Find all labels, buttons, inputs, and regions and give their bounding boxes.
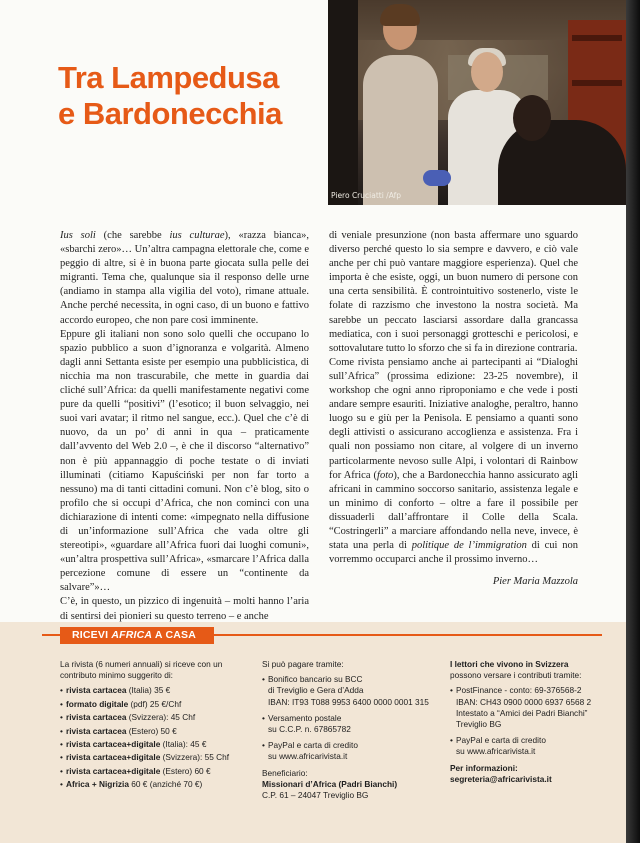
- price-product: Africa + Nigrizia: [66, 779, 129, 790]
- text-run: di veniale presunzione (non basta affermare uno sguardo diverso perché questo lo sia sempre e davvero, e ciò vale anche per chi può vantare maggiore esperienza). Quel che importa è che esiste, oggi, un buon numero di persone con una certa sensibilità. È controintuitivo sostenerlo, viste le folate di razzismo che investono la nostra società. Ma sarebbe un peccato lasciarsi assordare dalla grancassa mediatica, con i suoi personaggi grotteschi e pericolosi, e sottovalutare tutto lo sforzo che si fa in direzione contraria.: [329, 230, 578, 354]
- paragraph: [60, 595, 309, 623]
- price-amount: (Estero) 50 €: [126, 725, 177, 736]
- beneficiary-name: Missionari d’Africa (Padri Bianchi): [262, 778, 398, 789]
- text-run: ), «razza bianca», «sbarchi zero»… Un’altra campagna elettorale che, come e peggio di altre, si è in buona parte giocata sulla pelle dei migranti. Tema che, qualunque sia il responso delle urne (andiamo in stampa alla vigilia del voto), rimane attuale. Anche perché necessita, in ogni caso, di un buono e fattivo accordo europeo, che non pare così imminente.: [60, 230, 309, 326]
- payment-item-text: Bonifico bancario su BCC di Treviglio e Gera d’Adda IBAN: IT93 T088 9953 6400 0000 0001 315: [268, 674, 429, 707]
- swiss-intro: possono versare i contributi tramite:: [450, 670, 582, 681]
- price-item-text: [66, 726, 177, 737]
- payment-item-text: PayPal e carta di credito su www.africarivista.it: [268, 740, 358, 762]
- title-line-1: Tra Lampedusa: [58, 60, 279, 95]
- bullet-icon: •: [262, 674, 265, 685]
- swiss-payment-item-text: PayPal e carta di credito su www.africarivista.it: [456, 735, 546, 757]
- paragraph: [60, 229, 309, 328]
- payment-methods: [262, 659, 444, 801]
- article-photo: [328, 0, 626, 205]
- page-shadow: [626, 0, 640, 843]
- bullet-icon: •: [60, 685, 63, 696]
- payment-item: [262, 674, 444, 708]
- price-amount: (Svizzera): 45 Chf: [126, 712, 196, 723]
- article-column-2: [329, 229, 578, 567]
- text-run: Come rivista pensiamo anche ai partecipanti ai “Dialoghi sull’Africa” (prossima edizione: 23-25 novembre), il workshop che ogni anno riproponiamo e che vede i posti andare sempre esauriti. Iniziative analoghe, peraltro, hanno luogo su e giù per la Penisola. E pensiamo a quanti sono degli attivisti o assicurano accoglienza e assistenza. Fra i quali non possiamo non citare, al volgere di un inverno particolarmente nevoso sulle Alpi, i volontari di Rainbow for Africa (: [329, 356, 578, 481]
- price-item: [60, 766, 250, 777]
- payment-item: [262, 740, 444, 762]
- price-item: [60, 726, 250, 737]
- beneficiary-address: C.P. 61 – 24047 Treviglio BG: [262, 790, 369, 801]
- bullet-icon: •: [262, 740, 265, 751]
- author-signature: Pier Maria Mazzola: [492, 576, 578, 587]
- paragraph: [60, 328, 309, 596]
- bullet-icon: •: [60, 712, 63, 723]
- subscription-heading-pre: RICEVI: [72, 629, 112, 641]
- bullet-icon: •: [60, 779, 63, 790]
- price-intro: La rivista (6 numeri annuali) si riceve con un contributo minimo suggerito di:: [60, 659, 223, 681]
- subscription-heading-em: AFRICA: [111, 629, 153, 641]
- paragraph: [329, 229, 578, 356]
- price-amount: (Estero) 60 €: [160, 765, 211, 776]
- price-product: rivista cartacea: [66, 712, 127, 723]
- photo-caption: Piero Cruciatti /Afp: [331, 191, 401, 200]
- price-list: [60, 659, 250, 793]
- price-product: rivista cartacea+digitale: [66, 752, 161, 763]
- italic-text: ius culturae: [169, 230, 225, 241]
- price-amount: (Italia): 45 €: [160, 738, 207, 749]
- price-product: rivista cartacea+digitale: [66, 765, 161, 776]
- bullet-icon: •: [60, 765, 63, 776]
- price-item: [60, 685, 250, 696]
- italic-text: politique de l’immigration: [411, 540, 527, 552]
- payment-item: [262, 713, 444, 735]
- payment-intro: Si può pagare tramite:: [262, 659, 344, 669]
- subscription-heading-post: A CASA: [152, 629, 196, 641]
- price-item: [60, 712, 250, 723]
- paragraph: [329, 356, 578, 567]
- article-title: [58, 60, 320, 132]
- swiss-payment-item: [450, 685, 620, 730]
- italic-text: Ius soli: [60, 230, 96, 241]
- price-item-text: [66, 752, 229, 763]
- price-product: rivista cartacea: [66, 685, 127, 696]
- info-email[interactable]: segreteria@africarivista.it: [450, 773, 552, 784]
- price-amount: (Italia) 35 €: [126, 685, 171, 696]
- price-amount: 60 € (anziché 70 €): [128, 779, 203, 790]
- swiss-intro-bold: I lettori che vivono in Svizzera: [450, 659, 569, 669]
- bullet-icon: •: [450, 685, 453, 696]
- title-line-2: e Bardonecchia: [58, 96, 282, 131]
- price-item-text: [66, 779, 202, 790]
- italic-text: foto: [377, 469, 394, 481]
- bullet-icon: •: [60, 752, 63, 763]
- bullet-icon: •: [60, 738, 63, 749]
- price-item-text: [66, 766, 211, 777]
- subscription-heading: [60, 627, 214, 644]
- info-label: Per informazioni:: [450, 762, 518, 773]
- price-product: rivista cartacea: [66, 725, 127, 736]
- price-item-text: [66, 739, 206, 750]
- subscription-box: [0, 622, 626, 843]
- text-run: ), che a Bardonecchia hanno assicurato agli africani in cammino soccorso sanitario, assistenza legale e un minimo di conforto – oltre a fare il possibile per dissuaderli dall’affrontare il Colle della Scala. “Costringerli” a marciare affondando nella neve, invece, è stata una perla di: [329, 469, 578, 552]
- price-item: [60, 699, 250, 710]
- price-item-text: [66, 712, 195, 723]
- price-item: [60, 739, 250, 750]
- article-column-1: [60, 229, 309, 624]
- text-run: di cui non vorremmo occuparci anche il prossimo inverno…: [329, 540, 578, 566]
- bullet-icon: •: [60, 725, 63, 736]
- price-item: [60, 752, 250, 763]
- price-item-text: [66, 699, 181, 710]
- swiss-readers: [450, 659, 620, 785]
- payment-item-text: Versamento postale su C.C.P. n. 67865782: [268, 712, 351, 735]
- price-item: [60, 779, 250, 790]
- swiss-payment-item-text: PostFinance - conto: 69-376568-2 IBAN: CH43 0900 0000 6937 6568 2 Intestato a “Amici dei Padri Bianchi” Treviglio BG: [456, 685, 592, 730]
- beneficiary-label: Beneficiario:: [262, 767, 308, 778]
- price-product: rivista cartacea+digitale: [66, 738, 161, 749]
- swiss-payment-item: [450, 735, 620, 757]
- price-item-text: [66, 685, 170, 696]
- text-run: (che sarebbe: [95, 230, 170, 241]
- bullet-icon: •: [60, 698, 63, 709]
- bullet-icon: •: [262, 712, 265, 723]
- price-amount: (Svizzera): 55 Chf: [160, 752, 230, 763]
- bullet-icon: •: [450, 735, 453, 746]
- price-product: formato digitale: [66, 698, 129, 709]
- text-run: C’è, in questo, un pizzico di ingenuità – molti hanno l’aria di sentirsi dei pionieri su questo terreno – e anche: [60, 596, 309, 622]
- text-run: Eppure gli italiani non sono solo quelli che occupano lo spazio pubblico a suon d’ignoranza e volgarità. Almeno dagli anni Settanta esiste per esempio una pubblicistica, di nicchia ma non trascurabile, che mette in guardia dai cliché sull’Africa: da quelli manifestamente negativi come pure da quelli “positivi” (l’esotico; il buon selvaggio, nei suoi vari avatar; il ritmo nel sangue, ecc.). Quel che c’è di nuovo, da un po’ di anni in qua – praticamente dall’avvento del Web 2.0 –, è che il discorso “alternativo” non è più appannaggio di poche testate o di inviati illuminati (citiamo Kapuściński per non far torto a nessuno) ma di tanti cittadini comuni. Non c’è blog, sito o profilo che si occupi d’Africa, che non cominci con una dichiarazione di intenti come: «impegnato nella diffusione di un’informazione sull’Africa che vada oltre gli stereotipi», «guardare all’Africa fuori dai luoghi comuni», «un’altra prospettiva sull’Africa», «smarcare l’Africa dalla percezione comune di essere un “continente da salvare”»…: [60, 328, 309, 594]
- price-amount: (pdf) 25 €/Chf: [128, 698, 182, 709]
